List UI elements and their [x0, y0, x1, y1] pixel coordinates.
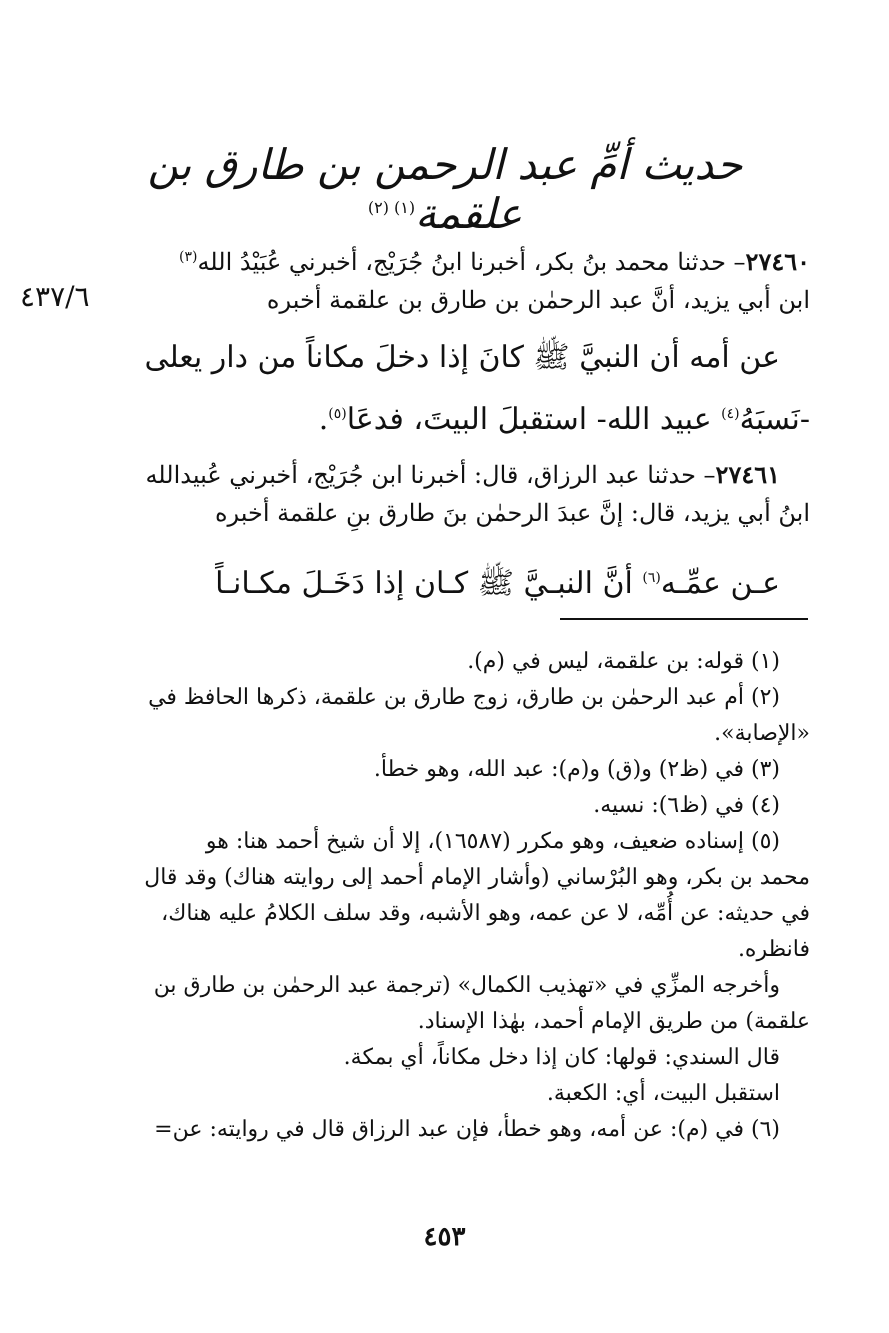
hadith-1-matn-line-2: -نَسبَهُ$^{(٤)}$ عبيد الله- استقبلَ البيتَ، فدعَا$^{(٥)}$. — [318, 402, 810, 437]
footnotes — [110, 644, 810, 1148]
hadith-1-isnad — [110, 238, 810, 319]
hadith-1-isnad-line-1: ٢٧٤٦٠– حدثنا محمد بنُ بكر، أخبرنا ابنُ جُرَيْج، أخبرني عُبَيْدُ الله$^{(٣)}$ — [178, 247, 810, 276]
hadith-1-matn-line-1: عن أمه أن النبيَّ ﷺ كانَ إذا دخلَ مكاناً من دار يعلى — [144, 340, 780, 375]
hadith-1-isnad-line-2: ابن أبي يزيد، أنَّ عبد الرحمٰن بن طارق بن علقمة أخبره — [266, 286, 810, 314]
chapter-title — [100, 140, 790, 238]
hadith-2-matn — [110, 550, 810, 612]
footnote-1: (١) قوله: بن علقمة، ليس في (م). — [467, 649, 780, 674]
footnote-5-line-4: فانظره. — [737, 937, 810, 962]
footnote-3: (٣) في (ظ٢) و(ق) و(م): عبد الله، وهو خطأ. — [373, 757, 780, 782]
hadith-2-isnad-line-1: ٢٧٤٦١– حدثنا عبد الرزاق، قال: أخبرنا ابن جُرَيْج، أخبرني عُبيدالله — [145, 460, 780, 489]
hadith-2-number: ٢٧٤٦١ — [715, 460, 780, 489]
hadith-2-isnad — [110, 456, 810, 532]
footnote-5-line-3: في حديثه: عن أُمِّه، لا عن عمه، وهو الأشبه، وقد سلف الكلامُ عليه هناك، — [161, 901, 810, 926]
footnote-4: (٤) في (ظ٦): نسيه. — [593, 793, 780, 818]
footnote-6: (٦) في (م): عن أمه، وهو خطأ، فإن عبد الرزاق قال في روايته: عن= — [154, 1117, 780, 1142]
hadith-1-matn — [110, 330, 810, 448]
footnote-5-line-1: (٥) إسناده ضعيف، وهو مكرر (١٦٥٨٧)، إلا أن شيخ أحمد هنا: هو — [205, 829, 780, 854]
margin-reference: ٤٣٧/٦ — [20, 280, 90, 313]
footnote-separator — [560, 618, 808, 620]
hadith-2-isnad-line-2: ابنُ أبي يزيد، قال: إنَّ عبدَ الرحمٰن بنَ طارق بنِ علقمة أخبره — [214, 499, 810, 527]
footnote-2-line-2: «الإصابة». — [714, 721, 810, 746]
page-number: ٤٥٣ — [423, 1222, 466, 1252]
chapter-title-text: حديث أمِّ عبد الرحمن بن طارق بن علقمة — [147, 140, 743, 238]
footnote-5-para-2-line-2: علقمة) من طريق الإمام أحمد، بهٰذا الإسناد. — [417, 1009, 810, 1034]
hadith-1-number: ٢٧٤٦٠ — [745, 247, 810, 276]
hadith-2-matn-line-1: عـن عمِّـه$^{(٦)}$ أنَّ النبـيَّ ﷺ كـان إذا دَخَـلَ مكـانـاً — [215, 566, 780, 601]
footnote-5-line-2: محمد بن بكر، وهو البُرْساني (وأشار الإمام أحمد إلى روايته هناك) وقد قال — [144, 865, 810, 890]
footnote-2-line-1: (٢) أم عبد الرحمٰن بن طارق، زوج طارق بن علقمة، ذكرها الحافظ في — [148, 685, 780, 710]
footnote-5-para-3: قال السندي: قولها: كان إذا دخل مكاناً، أي بمكة. — [343, 1045, 780, 1070]
chapter-title-notes: (١) (٢) — [367, 198, 416, 217]
footnote-5-para-4: استقبل البيت، أي: الكعبة. — [546, 1081, 780, 1106]
footnote-5-para-2-line-1: وأخرجه المزِّي في «تهذيب الكمال» (ترجمة عبد الرحمٰن بن طارق بن — [153, 973, 780, 998]
